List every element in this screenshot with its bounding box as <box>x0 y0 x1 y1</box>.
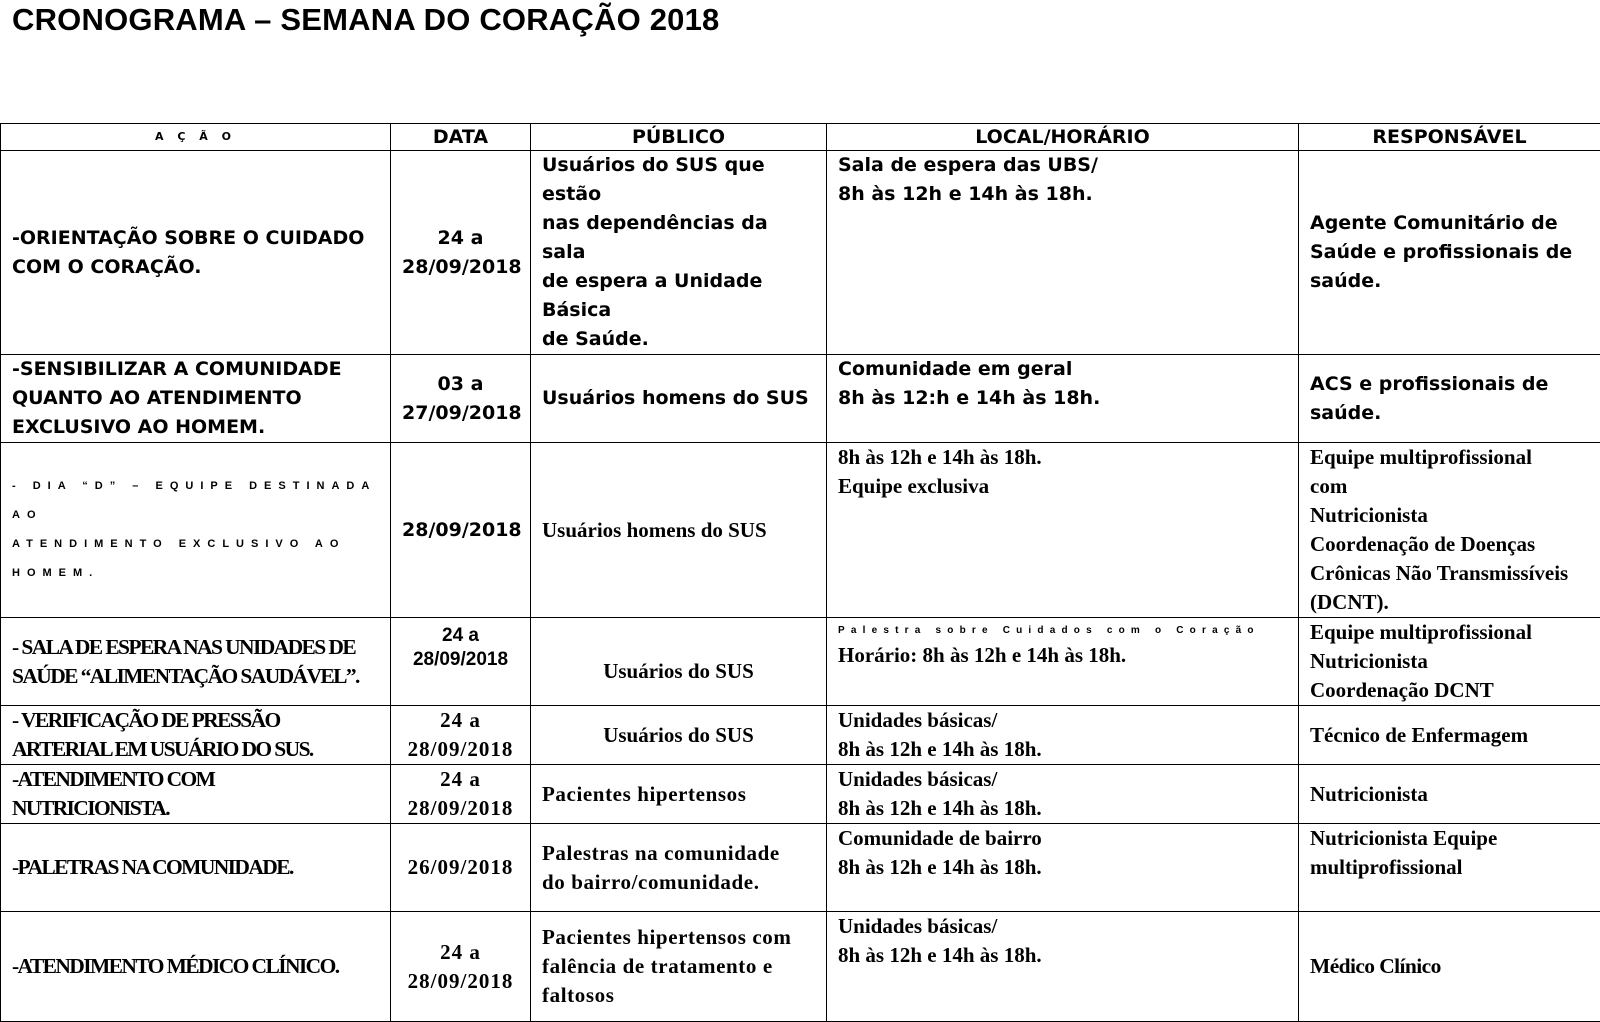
cell-data: 24 a 28/09/2018 <box>391 618 531 706</box>
cell-local-subtitle: Palestra sobre Cuidados com o Coração <box>838 618 1287 644</box>
cell-acao: - VERIFICAÇÃO DE PRESSÃO ARTERIAL EM USUÁRIO DO SUS. <box>1 706 391 765</box>
cell-publico: Palestras na comunidade do bairro/comunidade. <box>531 824 827 912</box>
schedule-table <box>0 123 1600 1022</box>
cell-data: 24 a 28/09/2018 <box>391 151 531 355</box>
cell-data: 24 a 28/09/2018 <box>391 765 531 824</box>
cell-local: Sala de espera das UBS/ 8h às 12h e 14h às 18h. <box>827 151 1299 355</box>
cell-local: Unidades básicas/ 8h às 12h e 14h às 18h. <box>827 912 1299 1022</box>
table-row <box>1 824 1600 912</box>
table-row <box>1 706 1600 765</box>
cell-data: 24 a 28/09/2018 <box>391 706 531 765</box>
table-row <box>1 765 1600 824</box>
table-row <box>1 912 1600 1022</box>
header-row <box>1 124 1600 151</box>
column-header-responsavel: RESPONSÁVEL <box>1299 124 1600 151</box>
column-header-publico: PÚBLICO <box>531 124 827 151</box>
column-header-acao: A Ç Ã O <box>1 124 391 151</box>
cell-responsavel: Agente Comunitário de Saúde e profissionais de saúde. <box>1299 151 1600 355</box>
cell-acao: -PALETRAS NA COMUNIDADE. <box>1 824 391 912</box>
cell-publico: Usuários homens do SUS <box>531 443 827 618</box>
table-row <box>1 618 1600 706</box>
cell-responsavel: Equipe multiprofissional Nutricionista Coordenação DCNT <box>1299 618 1600 706</box>
cell-local: 8h às 12h e 14h às 18h. Equipe exclusiva <box>827 443 1299 618</box>
cell-publico: Pacientes hipertensos <box>531 765 827 824</box>
table-row <box>1 151 1600 355</box>
cell-responsavel: Nutricionista Equipe multiprofissional <box>1299 824 1600 912</box>
cell-local: Comunidade em geral 8h às 12:h e 14h às 18h. <box>827 355 1299 443</box>
cell-publico: Pacientes hipertensos com falência de tratamento e faltosos <box>531 912 827 1022</box>
cell-responsavel: Equipe multiprofissional com Nutricionista Coordenação de Doenças Crônicas Não Transmissíveis (DCNT). <box>1299 443 1600 618</box>
cell-acao: -SENSIBILIZAR A COMUNIDADE QUANTO AO ATENDIMENTO EXCLUSIVO AO HOMEM. <box>1 355 391 443</box>
cell-local: Unidades básicas/ 8h às 12h e 14h às 18h. <box>827 706 1299 765</box>
cell-acao: - DIA “D” – EQUIPE DESTINADA AO ATENDIMENTO EXCLUSIVO AO HOMEM. <box>1 443 391 618</box>
document-title: CRONOGRAMA – SEMANA DO CORAÇÃO 2018 <box>12 2 719 38</box>
cell-acao: -ATENDIMENTO COM NUTRICIONISTA. <box>1 765 391 824</box>
cell-responsavel: ACS e profissionais de saúde. <box>1299 355 1600 443</box>
cell-responsavel: Nutricionista <box>1299 765 1600 824</box>
column-header-local: LOCAL/HORÁRIO <box>827 124 1299 151</box>
cell-publico: Usuários homens do SUS <box>531 355 827 443</box>
cell-local-hours: Horário: 8h às 12h e 14h às 18h. <box>838 644 1287 666</box>
cell-acao: - SALA DE ESPERA NAS UNIDADES DE SAÚDE “ALIMENTAÇÃO SAUDÁVEL”. <box>1 618 391 706</box>
cell-local: Comunidade de bairro 8h às 12h e 14h às 18h. <box>827 824 1299 912</box>
column-header-data: DATA <box>391 124 531 151</box>
cell-acao: -ORIENTAÇÃO SOBRE O CUIDADO COM O CORAÇÃO. <box>1 151 391 355</box>
table-row <box>1 443 1600 618</box>
cell-data: 28/09/2018 <box>391 443 531 618</box>
cell-acao: -ATENDIMENTO MÉDICO CLÍNICO. <box>1 912 391 1022</box>
cell-publico: Usuários do SUS que estão nas dependências da sala de espera a Unidade Básica de Saúde. <box>531 151 827 355</box>
table-row <box>1 355 1600 443</box>
cell-data: 26/09/2018 <box>391 824 531 912</box>
cell-responsavel: Técnico de Enfermagem <box>1299 706 1600 765</box>
cell-local <box>827 618 1299 706</box>
cell-local: Unidades básicas/ 8h às 12h e 14h às 18h. <box>827 765 1299 824</box>
cell-publico: Usuários do SUS <box>531 706 827 765</box>
cell-publico: Usuários do SUS <box>531 618 827 706</box>
cell-responsavel: Médico Clínico <box>1299 912 1600 1022</box>
cell-data: 24 a 28/09/2018 <box>391 912 531 1022</box>
cell-data: 03 a 27/09/2018 <box>391 355 531 443</box>
